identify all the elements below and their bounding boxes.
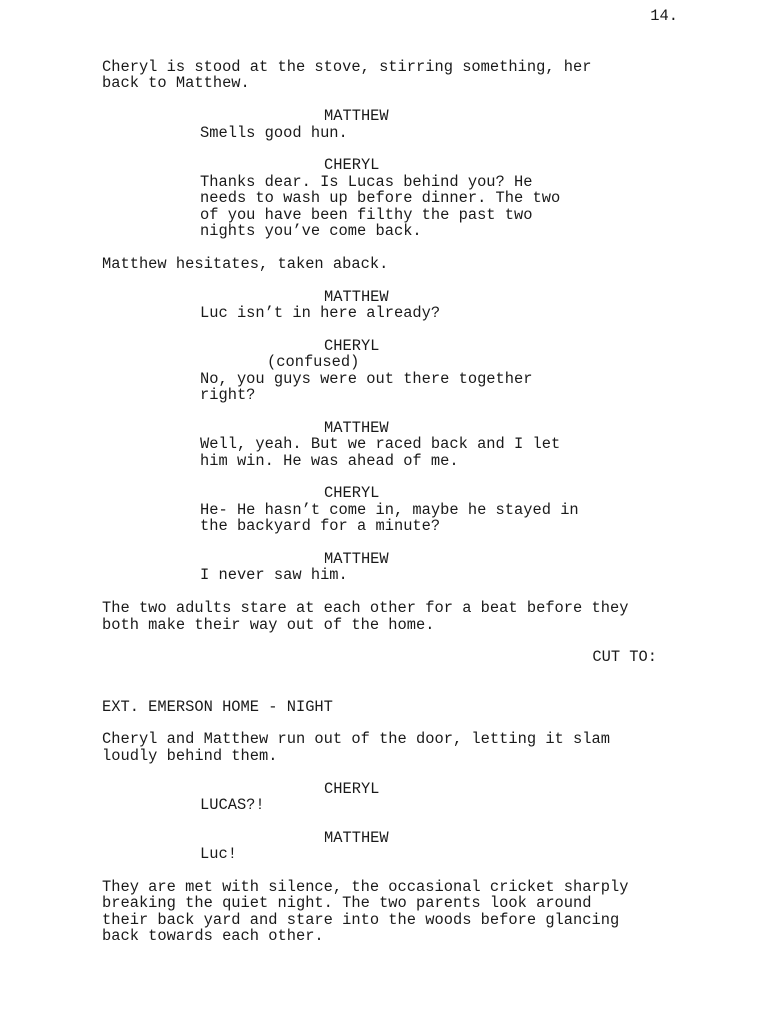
dialogue: No, you guys were out there together right?	[200, 369, 533, 405]
dialogue: He- He hasn’t come in, maybe he stayed in the backyard for a minute?	[200, 500, 579, 536]
character-name: CHERYL	[324, 336, 380, 355]
dialogue: Thanks dear. Is Lucas behind you? He needs to wash up before dinner. The two of you have been filthy the past two nights you’ve come back.	[200, 172, 561, 241]
dialogue: LUCAS?!	[200, 796, 265, 815]
page-number: 14.	[650, 7, 678, 25]
action-line: They are met with silence, the occasional cricket sharply breaking the quiet night. The two parents look around their back yard and stare into the woods before glancing back towards each other.	[102, 878, 629, 946]
parenthetical: (confused)	[267, 353, 360, 372]
script-body	[102, 59, 682, 945]
transition: CUT TO:	[592, 648, 657, 667]
dialogue: I never saw him.	[200, 566, 348, 585]
dialogue: Luc!	[200, 845, 237, 864]
dialogue: Well, yeah. But we raced back and I let him win. He was ahead of me.	[200, 435, 561, 470]
character-name: CHERYL	[324, 156, 380, 175]
character-name: MATTHEW	[324, 287, 389, 306]
character-name: MATTHEW	[324, 828, 389, 847]
character-name: MATTHEW	[324, 107, 389, 126]
action-line: The two adults stare at each other for a beat before they both make their way out of the home.	[102, 599, 629, 634]
action-line: Matthew hesitates, taken aback.	[102, 254, 389, 273]
action-line: Cheryl and Matthew run out of the door, letting it slam loudly behind them.	[102, 730, 610, 765]
character-name: CHERYL	[324, 484, 380, 503]
scene-heading: EXT. EMERSON HOME - NIGHT	[102, 697, 333, 716]
character-name: MATTHEW	[324, 418, 389, 437]
action-line: Cheryl is stood at the stove, stirring something, her back to Matthew.	[102, 58, 592, 93]
dialogue: Smells good hun.	[200, 123, 348, 142]
character-name: MATTHEW	[324, 550, 389, 569]
character-name: CHERYL	[324, 779, 380, 798]
dialogue: Luc isn’t in here already?	[200, 304, 441, 323]
